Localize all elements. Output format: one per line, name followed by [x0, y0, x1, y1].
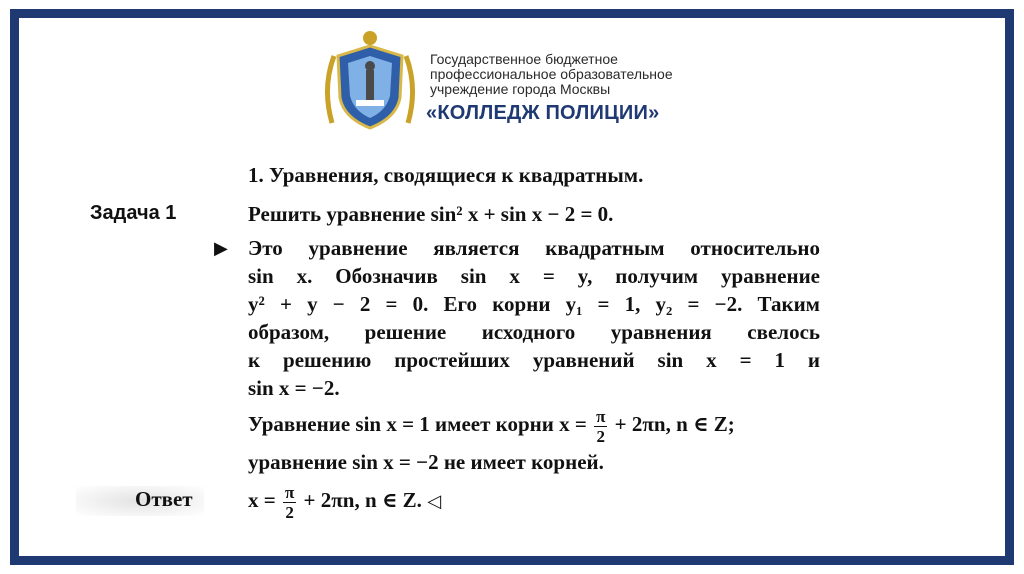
task-label: Задача 1: [90, 202, 177, 224]
answer-pi-over-2-fraction: $\frac{\pi}{2}$: [284, 482, 295, 522]
org-line-3: учреждение города Москвы: [430, 81, 611, 97]
answer-formula: x = $\frac{\pi}{2}$ + 2πn, n ∈ Z. ◁: [248, 482, 442, 522]
section-title: 1. Уравнения, сводящиеся к квадратным.: [248, 163, 644, 187]
no-roots-line: уравнение sin x = −2 не имеет корней.: [248, 450, 604, 474]
org-line-1: Государственное бюджетное: [430, 51, 618, 67]
solution-line-4: образом, решение исходного уравнения свелось: [248, 320, 820, 344]
answer-label: Ответ: [135, 487, 193, 511]
org-line-2: профессиональное образовательное: [430, 66, 673, 82]
solution-line-6: sin x = −2.: [248, 376, 340, 400]
roots-line: Уравнение sin x = 1 имеет корни x = $\frac{\pi}{2}$ + 2πn, n ∈ Z;: [248, 406, 735, 446]
solution-marker-icon: ▶: [214, 238, 228, 258]
college-name: «КОЛЛЕДЖ ПОЛИЦИИ»: [426, 102, 660, 124]
pi-over-2-fraction: $\frac{\pi}{2}$: [596, 406, 606, 446]
solution-line-3: y² + y − 2 = 0. Его корни y₁ = 1, y₂ = −2. Таким: [248, 292, 820, 316]
solution-line-5: к решению простейших уравнений sin x = 1 и: [248, 348, 820, 372]
solution-line-2: sin x. Обозначив sin x = y, получим уравнение: [248, 264, 820, 288]
end-marker-icon: ◁: [427, 491, 442, 511]
task-equation: sin² x + sin x − 2 = 0.: [430, 202, 614, 226]
solution-line-1: Это уравнение является квадратным относительно: [248, 236, 820, 260]
task-statement: Решить уравнение sin² x + sin x − 2 = 0.: [248, 202, 614, 226]
